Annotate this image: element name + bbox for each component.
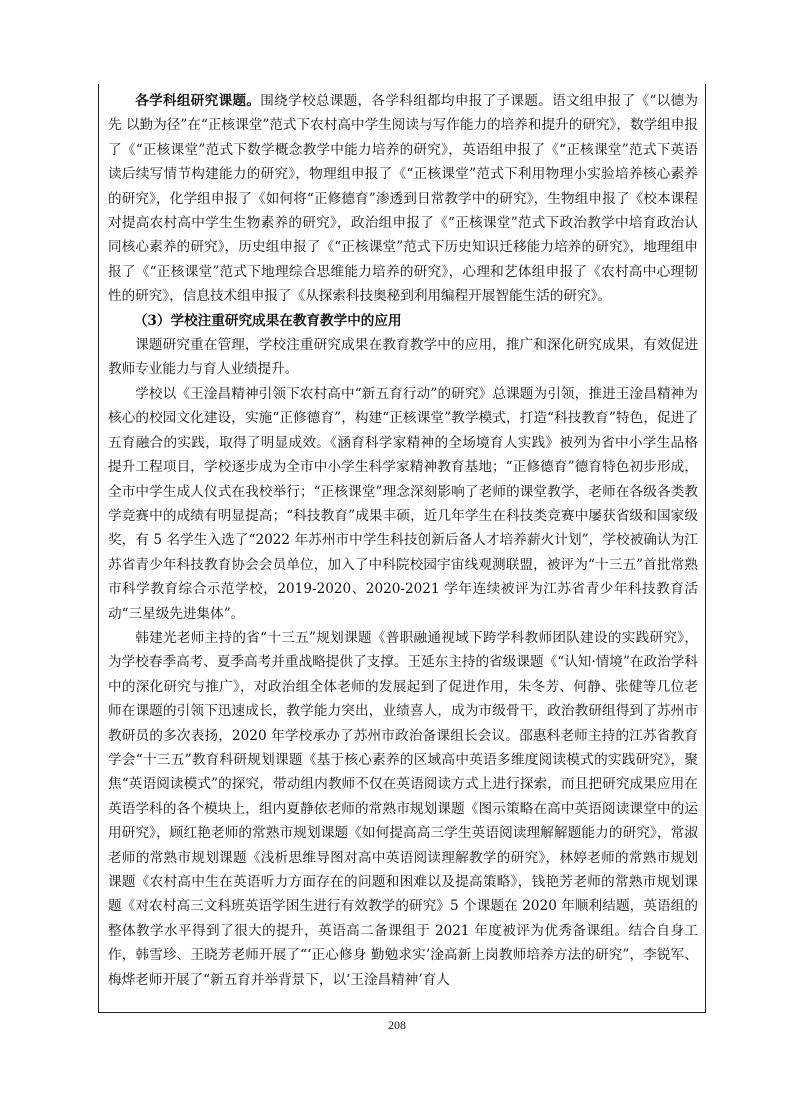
paragraph-teacher-projects: 韩建光老师主持的省“十三五”规划课题《普职融通视域下跨学科教师团队建设的实践研究》，为学校春季高考、夏季高考并重战略提供了支撑。王延东主持的省级课题《“认知·情境”在政治学科中的深化研究与推广》，对政治组全体老师的发展起到了促进作用，朱冬芳、何静、张健等几位老师在课题的引领下迅速成长，教学能力突出，业绩喜人，成为市级骨干，政治教研组得到了苏州市教研员的多次表扬，2020 年学校承办了苏州市政治备课组长会议。邵惠科老师主持的江苏省教育学会“十三五”教育科研规划课题《基于核心素养的区域高中英语多维度阅读模式的实践研究》，聚焦“英语阅读模式”的探究，带动组内教师不仅在英语阅读方式上进行探索，而且把研究成果应用在英语学科的各个模块上，组内夏静依老师的常熟市规划课题《图示策略在高中英语阅读课堂中的运用研究》，顾红艳老师的常熟市规划课题《如何提高高三学生英语阅读理解解题能力的研究》，常淑老师的常熟市规划课题《浅析思维导图对高中英语阅读理解教学的研究》，林婷老师的常熟市规划课题《农村高中生在英语听力方面存在的问题和困难以及提高策略》，钱艳芳老师的常熟市规划课题《对农村高三文科班英语学困生进行有效教学的研究》5 个课题在 2020 年顺利结题，英语组的整体教学水平得到了很大的提升，英语高二备课组于 2021 年度被评为优秀备课组。结合自身工作，韩雪珍、王晓芳老师开展了“‘正心修身 勤勉求实’淦高新上岗教师培养方法的研究”，李锐军、梅烨老师开展了“新五育并举背景下，以‘王淦昌精神’育人	[108, 629, 698, 988]
section-heading-3: （3）学校注重研究成果在教育教学中的应用	[133, 312, 402, 329]
paragraph-management: 课题研究重在管理，学校注重研究成果在教育教学中的应用，推广和深化研究成果，有效促进教师专业能力与育人业绩提升。	[108, 337, 698, 378]
page-number: 208	[388, 1018, 406, 1032]
subject-group-bold-lead: 各学科组研究课题。	[135, 93, 261, 109]
subject-group-text: 围绕学校总课题，各学科组都均申报了子课题。语文组申报了《“以德为先 以勤为径”在“正核课堂”范式下农村高中学生阅读与写作能力的培养和提升的研究》，数学组申报了《“正核课堂”范式下数学概念教学中能力培养的研究》，英语组申报了《“正核课堂”范式下英语读后续写情节构建能力的研究》，物理组申报了《“正核课堂”范式下利用物理小实验培养核心素养的研究》，化学组申报了《如何将“正修德育”渗透到日常教学中的研究》，生物组申报了《校本课程对提高农村高中学生生物素养的研究》，政治组申报了《“正核课堂”范式下政治教学中培育政治认同核心素养的研究》，历史组申报了《“正核课堂”范式下历史知识迁移能力培养的研究》，地理组申报了《“正核课堂”范式下地理综合思维能力培养的研究》，心理和艺体组申报了《农村高中心理韧性的研究》，信息技术组申报了《从探索科技奥秘到利用编程开展智能生活的研究》。	[108, 93, 699, 305]
document-body	[108, 89, 698, 992]
paragraph-school-achievements: 学校以《王淦昌精神引领下农村高中“新五育行动”的研究》总课题为引领，推进王淦昌精神为核心的校园文化建设，实施“正修德育”，构建“正核课堂”教学模式，打造“科技教育”特色，促进了五育融合的实践，取得了明显成效。《涵育科学家精神的全场境育人实践》被列为省中小学生品格提升工程项目，学校逐步成为全市中小学生科学家精神教育基地；“正修德育”德育特色初步形成，全市中学生成人仪式在我校举行；“正核课堂”理念深刻影响了老师的课堂教学，老师在各级各类教学竞赛中的成绩有明显提高；“科技教育”成果丰硕，近几年学生在科技类竞赛中屡获省级和国家级奖，有 5 名学生入选了“2022 年苏州市中学生科技创新后备人才培养薪火计划”，学校被确认为江苏省青少年科技教育协会会员单位，加入了中科院校园宇宙线观测联盟，被评为“十三五”首批常熟市科学教育综合示范学校，2019-2020、2020-2021 学年连续被评为江苏省青少年科技教育活动“三星级先进集体”。	[108, 385, 698, 622]
subject-group-research-paragraph	[108, 89, 698, 309]
